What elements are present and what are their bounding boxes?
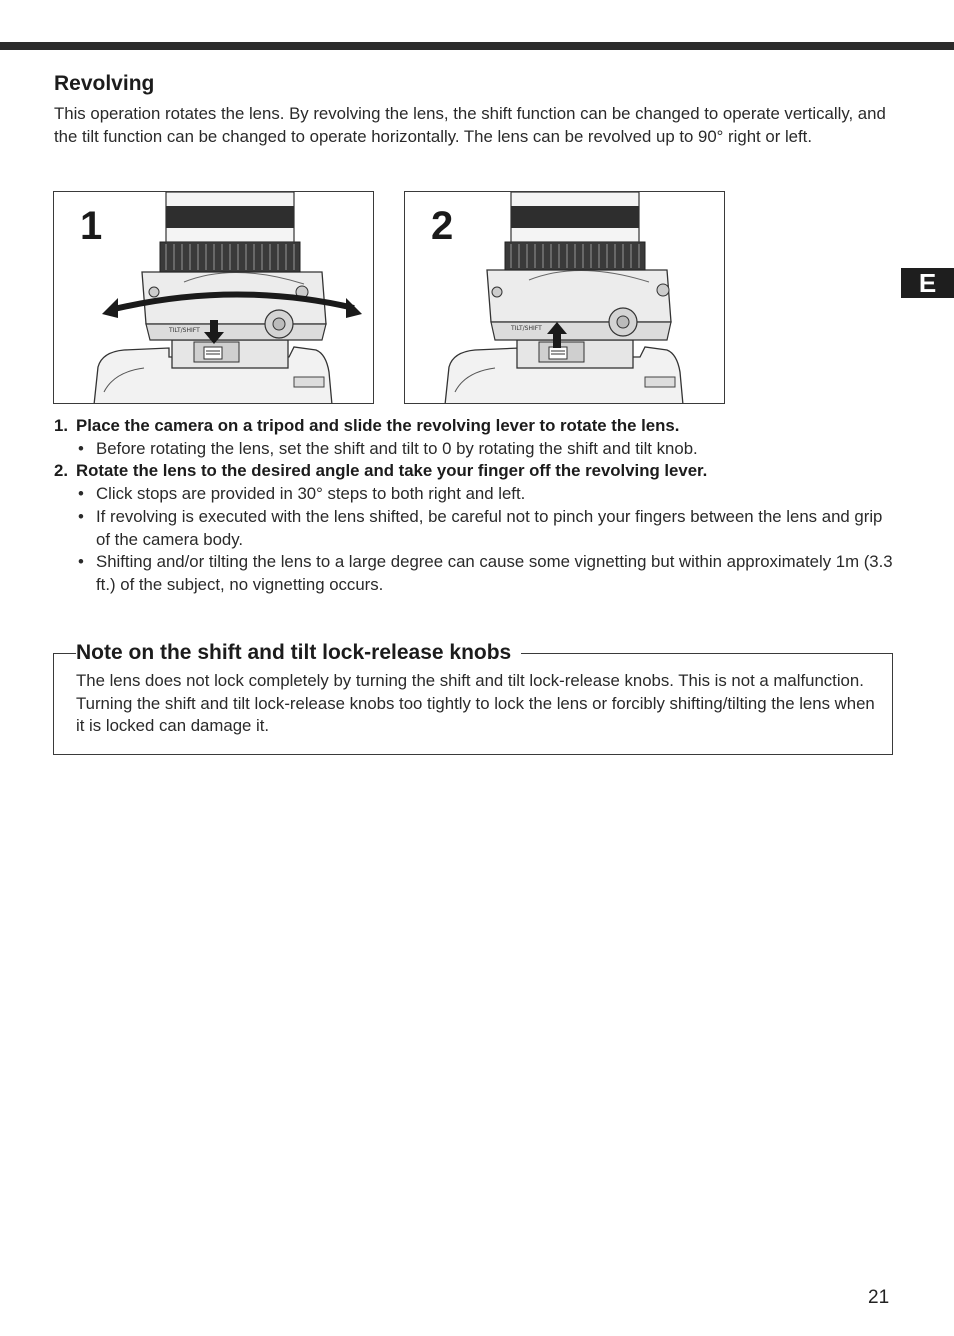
bullet-dot: •: [78, 552, 84, 572]
steps-list: [54, 415, 894, 597]
figure-number: 2: [431, 204, 454, 248]
bullet-text: If revolving is executed with the lens shifted, be careful not to pinch your fingers between the lens and grip of the camera body.: [96, 506, 883, 549]
step-number: 2.: [54, 461, 68, 481]
lens-label: TILT/SHIFT: [169, 327, 200, 334]
bullet-dot: •: [78, 438, 84, 458]
note-title: Note on the shift and tilt lock-release knobs: [76, 640, 521, 666]
language-tab: E: [901, 268, 954, 298]
step-text: Place the camera on a tripod and slide the revolving lever to rotate the lens.: [76, 416, 680, 435]
step-bullet: [54, 551, 894, 596]
bullet-text: Click stops are provided in 30° steps to both right and left.: [96, 484, 526, 504]
figure-number: 1: [80, 204, 103, 248]
step-1: [54, 415, 894, 438]
intro-paragraph: This operation rotates the lens. By revolving the lens, the shift function can be changed to operate vertically, and the tilt function can be changed to operate horizontally. The lens can be revolved up to 90° right or left.: [54, 104, 886, 146]
figure-2: [404, 191, 725, 404]
note-body: The lens does not lock completely by turning the shift and tilt lock-release knobs. This is not a malfunction. Turning the shift and tilt lock-release knobs too tightly to lock the lens or forcibly shifting/tilting the lens when it is locked can damage it.: [76, 671, 875, 736]
bullet-dot: •: [78, 484, 84, 504]
step-bullet: [54, 483, 894, 506]
step-2: [54, 460, 894, 483]
figure-1: [53, 191, 374, 404]
top-rule: [0, 42, 954, 50]
step-number: 1.: [54, 416, 68, 435]
bullet-dot: •: [78, 506, 84, 526]
bullet-text: Before rotating the lens, set the shift and tilt to 0 by rotating the shift and tilt knob.: [96, 438, 698, 458]
step-bullet: [54, 506, 894, 551]
step-bullet: [54, 438, 894, 461]
section-title: Revolving: [54, 72, 155, 95]
page-number: 21: [868, 1287, 890, 1308]
bullet-text: Shifting and/or tilting the lens to a large degree can cause some vignetting but within approximately 1m (3.3 ft.) of the subject, no vignetting occurs.: [96, 552, 893, 594]
step-text: Rotate the lens to the desired angle and take your finger off the revolving lever.: [76, 461, 708, 481]
lens-label: TILT/SHIFT: [511, 325, 542, 332]
